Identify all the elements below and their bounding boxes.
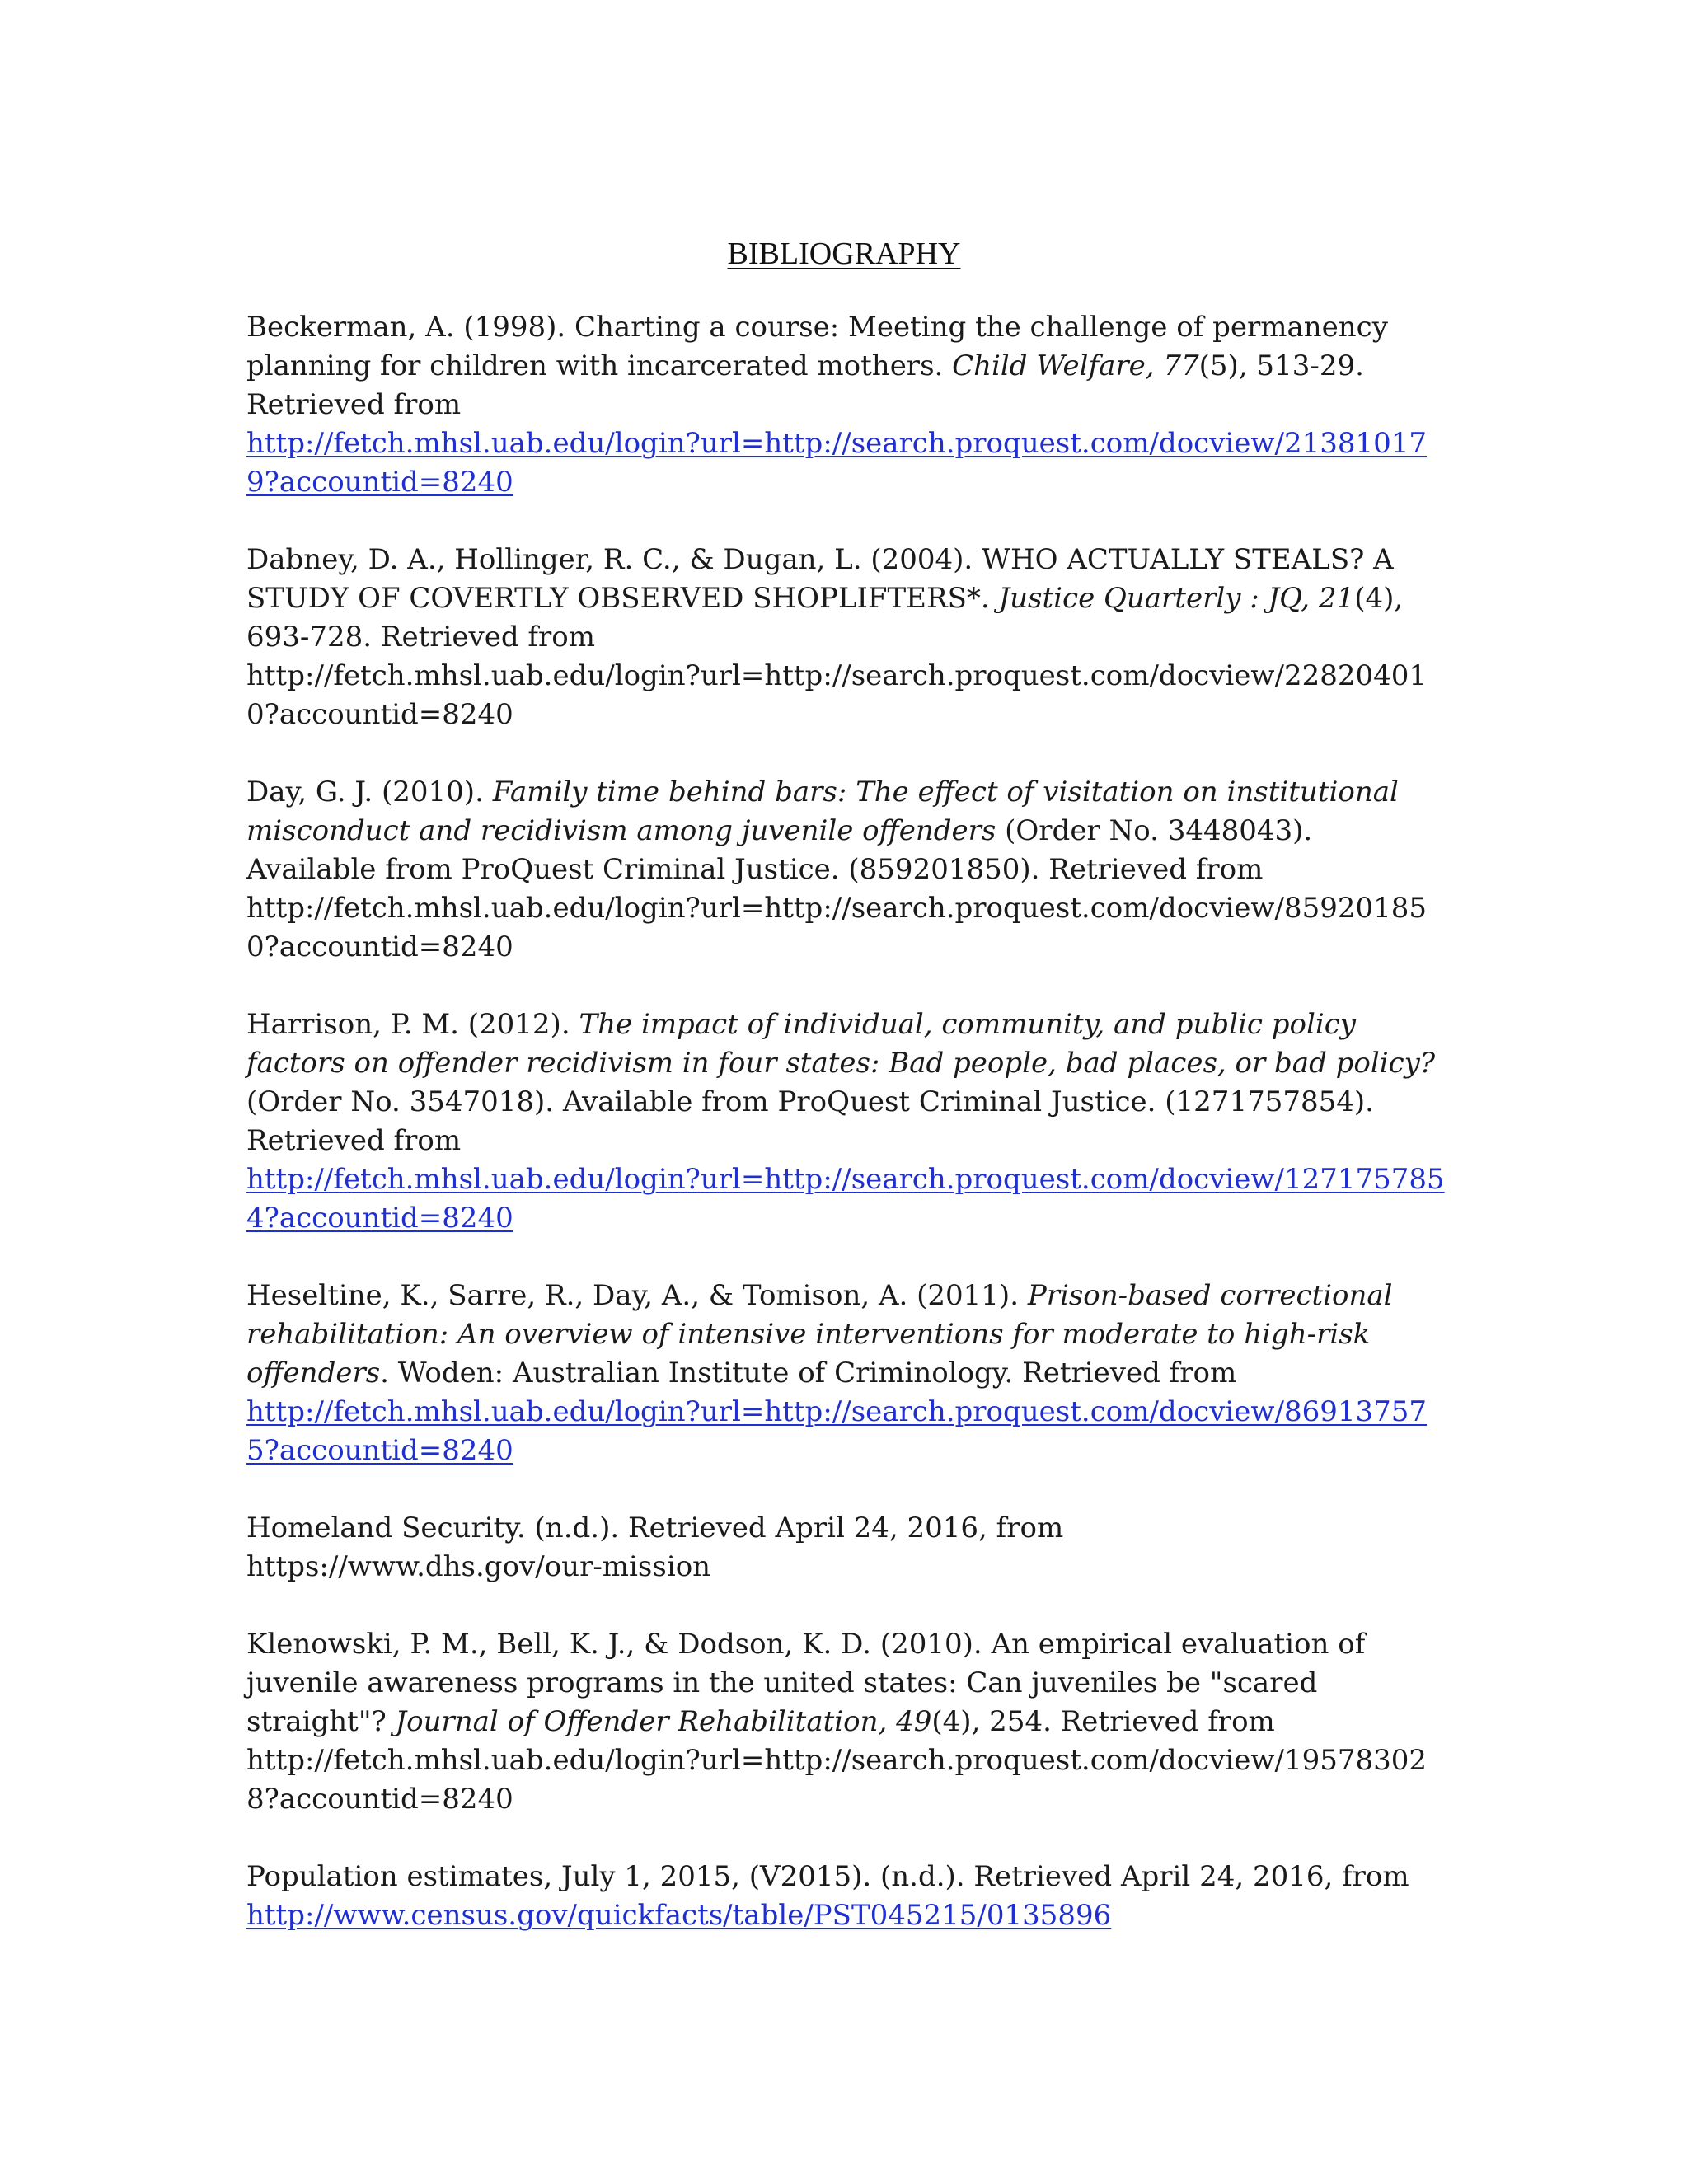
entry-text-tail: (Order No. 3547018). Available from ProQuest Criminal Justice. (1271757854). Retrieved from	[246, 1085, 1374, 1157]
entry-text: Beckerman, A. (1998). Charting a course: Meeting the challenge of permanency planning for children with incarcerated mothers.	[246, 311, 1388, 382]
entry-journal: Child Welfare, 77	[952, 349, 1199, 382]
bibliography-entry-day	[246, 773, 1450, 967]
entry-text-tail: (4), 693-728. Retrieved from	[246, 582, 1404, 654]
entry-journal: Journal of Offender Rehabilitation, 49	[395, 1705, 932, 1738]
entry-journal: Justice Quarterly : JQ, 21	[998, 582, 1355, 615]
entry-url-text: http://fetch.mhsl.uab.edu/login?url=http://search.proquest.com/docview/228204010?accountid=8240	[246, 659, 1428, 731]
entry-text-tail: (5), 513-29. Retrieved from	[246, 349, 1364, 421]
entry-text: Population estimates, July 1, 2015, (V2015). (n.d.). Retrieved April 24, 2016, from	[246, 1860, 1409, 1893]
entry-url-link[interactable]: http://fetch.mhsl.uab.edu/login?url=http://search.proquest.com/docview/1271757854?accountid=8240	[246, 1163, 1445, 1235]
bibliography-entry-klenowski	[246, 1625, 1450, 1819]
entry-url-link[interactable]: http://www.census.gov/quickfacts/table/PST045215/0135896	[246, 1899, 1112, 1932]
page-title	[0, 236, 1688, 272]
entry-url-text: https://www.dhs.gov/our-mission	[246, 1550, 711, 1583]
bibliography-list	[246, 308, 1450, 1974]
entry-url-link[interactable]: http://fetch.mhsl.uab.edu/login?url=http://search.proquest.com/docview/869137575?accountid=8240	[246, 1395, 1428, 1467]
entry-url-link[interactable]: http://fetch.mhsl.uab.edu/login?url=http://search.proquest.com/docview/213810179?accountid=8240	[246, 427, 1428, 499]
entry-work-title: Family time behind bars: The effect of visitation on institutional misconduct and recidivism among juvenile offenders	[246, 776, 1399, 847]
entry-url-text: http://fetch.mhsl.uab.edu/login?url=http://search.proquest.com/docview/195783028?accountid=8240	[246, 1744, 1428, 1816]
entry-work-title: The impact of individual, community, and public policy factors on offender recidivism in four states: Bad people, bad places, or bad policy?	[246, 1008, 1436, 1080]
entry-text-tail: (4), 254. Retrieved from	[931, 1705, 1275, 1738]
bibliography-entry-harrison	[246, 1005, 1450, 1238]
entry-text: Day, G. J. (2010).	[246, 776, 493, 808]
entry-url-text: http://fetch.mhsl.uab.edu/login?url=http://search.proquest.com/docview/859201850?accountid=8240	[246, 892, 1428, 963]
bibliography-entry-beckerman	[246, 308, 1450, 502]
entry-text: Heseltine, K., Sarre, R., Day, A., & Tomison, A. (2011).	[246, 1279, 1028, 1312]
entry-text: Klenowski, P. M., Bell, K. J., & Dodson, K. D. (2010). An empirical evaluation of juvenile awareness programs in the united states: Can juveniles be "scared straight"?	[246, 1628, 1366, 1738]
entry-work-title: Prison-based correctional rehabilitation: An overview of intensive interventions for moderate to high-risk offenders	[246, 1279, 1393, 1390]
page-title-text: BIBLIOGRAPHY	[727, 237, 961, 271]
bibliography-entry-dabney	[246, 541, 1450, 734]
entry-text-tail: (Order No. 3448043). Available from ProQuest Criminal Justice. (859201850). Retrieved from	[246, 814, 1313, 886]
entry-text: Harrison, P. M. (2012).	[246, 1008, 579, 1041]
bibliography-entry-population-estimates	[246, 1858, 1450, 1935]
entry-text: Dabney, D. A., Hollinger, R. C., & Dugan, L. (2004). WHO ACTUALLY STEALS? A STUDY OF COVERTLY OBSERVED SHOPLIFTERS*.	[246, 543, 1394, 615]
bibliography-entry-homeland-security	[246, 1509, 1450, 1586]
entry-text: Homeland Security. (n.d.). Retrieved April 24, 2016, from	[246, 1511, 1064, 1544]
entry-text-tail: . Woden: Australian Institute of Criminology. Retrieved from	[380, 1357, 1237, 1390]
bibliography-entry-heseltine	[246, 1277, 1450, 1470]
